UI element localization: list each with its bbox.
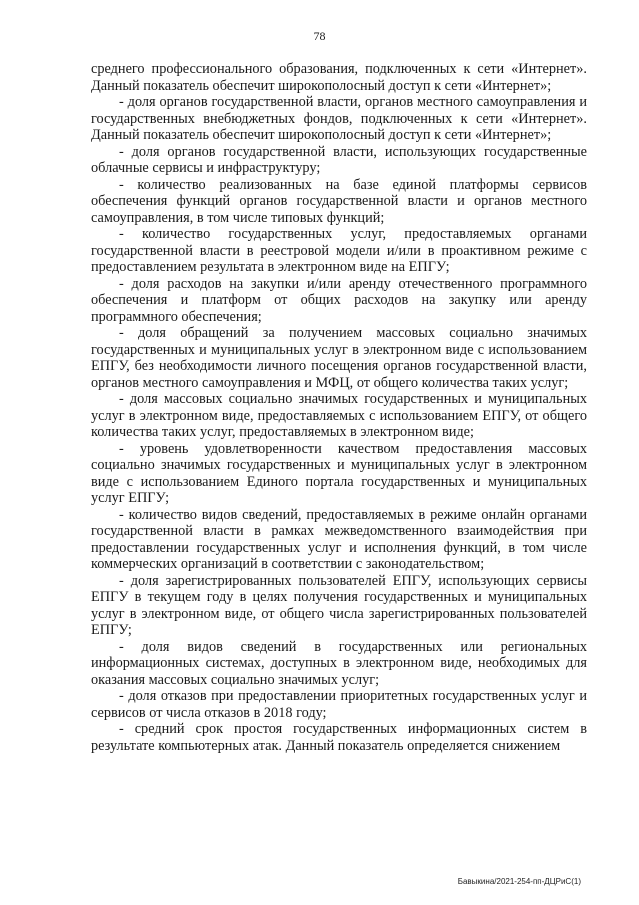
- paragraph: - доля обращений за получением массовых социально значимых государственных и муниципальных услуг в электронном виде с использованием ЕПГУ, без необходимости личного посещения органов государственной власти, органов местного самоуправления и МФЦ, от общего количества таких услуг;: [91, 325, 587, 391]
- paragraph: - доля зарегистрированных пользователей ЕПГУ, использующих сервисы ЕПГУ в текущем году в целях получения государственных и муниципальных услуг в электронном виде, от общего числа зарегистрированных пользователей ЕПГУ;: [91, 572, 587, 638]
- paragraph: - количество реализованных на базе единой платформы сервисов обеспечения функций органов государственной власти и органов местного самоуправления, в том числе типовых функций;: [91, 176, 587, 226]
- paragraph: - уровень удовлетворенности качеством предоставления массовых социально значимых государственных и муниципальных услуг в электронном виде с использованием Единого портала государственных и муниципальных услуг ЕПГУ;: [91, 440, 587, 506]
- paragraph: - доля видов сведений в государственных или региональных информационных системах, доступных в электронном виде, необходимых для оказания массовых социально значимых услуг;: [91, 638, 587, 688]
- paragraph: - количество государственных услуг, предоставляемых органами государственной власти в реестровой модели и/или в проактивном режиме с предоставлением результата в электронном виде на ЕПГУ;: [91, 226, 587, 275]
- document-body: [91, 61, 587, 754]
- paragraph: - количество видов сведений, предоставляемых в режиме онлайн органами государственной власти в рамках межведомственного взаимодействия при предоставлении государственных услуг и исполнения функций, в том числе коммерческих организаций в соответствии с законодательством;: [91, 506, 587, 572]
- paragraph: - средний срок простоя государственных информационных систем в результате компьютерных атак. Данный показатель определяется снижением: [91, 721, 587, 754]
- page-number: 78: [313, 29, 326, 43]
- document-code: Бавыкина/2021-254-пп-ДЦРиС(1): [457, 877, 581, 886]
- paragraph: - доля органов государственной власти, использующих государственные облачные сервисы и инфраструктуру;: [91, 143, 587, 176]
- paragraph: - доля массовых социально значимых государственных и муниципальных услуг в электронном виде, предоставляемых с использованием ЕПГУ, от общего количества таких услуг, предоставляемых в электронном виде;: [91, 391, 587, 440]
- paragraph: среднего профессионального образования, подключенных к сети «Интернет». Данный показатель обеспечит широкополосный доступ к сети «Интернет»;: [91, 61, 587, 94]
- paragraph: - доля расходов на закупки и/или аренду отечественного программного обеспечения и платформ от общих расходов на закупку или аренду программного обеспечения;: [91, 275, 587, 325]
- paragraph: - доля органов государственной власти, органов местного самоуправления и государственных внебюджетных фондов, подключенных к сети «Интернет». Данный показатель обеспечит широкополосный доступ к сети «Интернет»;: [91, 94, 587, 143]
- paragraph: - доля отказов при предоставлении приоритетных государственных услуг и сервисов от числа отказов в 2018 году;: [91, 688, 587, 721]
